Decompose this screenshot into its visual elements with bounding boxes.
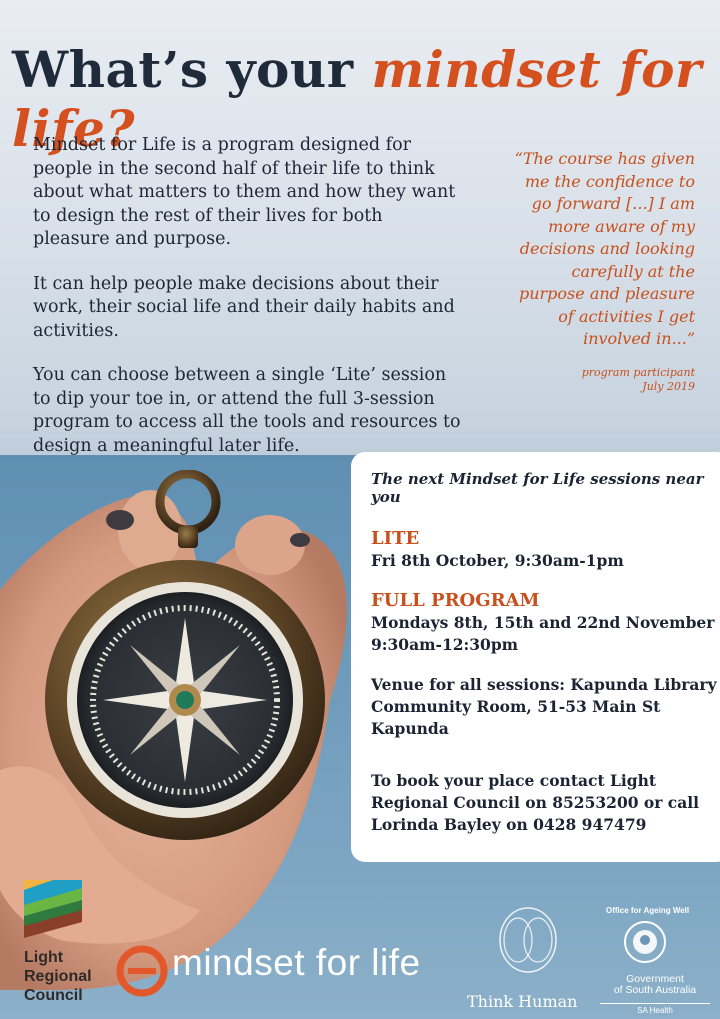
venue-text: Venue for all sessions: Kapunda Library Community Room, 51-53 Main St Kapunda: [371, 675, 717, 738]
mindset-logo-mark: [120, 949, 164, 993]
light-regional-council-logo: [24, 880, 82, 938]
mindset-for-life-logo-text: mindset for life: [172, 942, 421, 983]
quote-credit: [540, 366, 695, 394]
intro-text: [33, 134, 463, 479]
intro-paragraph-3: You can choose between a single ‘Lite’ session to dip your toe in, or attend the full 3-session program to access all the tools and resources to design a meaningful later life.: [33, 365, 461, 456]
lrc-line-3: Council: [24, 987, 83, 1004]
light-regional-council-text: [24, 948, 92, 1005]
intro-paragraph-1: Mindset for Life is a program designed for people in the second half of their life to think about what matters to them and how they want to design the rest of their lives for both pleasure and purpose.: [33, 135, 456, 249]
lrc-line-1: Light: [24, 949, 64, 966]
quote-credit-line-2: July 2019: [642, 380, 695, 393]
title-accent: mindset for life?: [12, 40, 702, 158]
full-program-time: 9:30am-12:30pm: [371, 635, 519, 654]
full-program-label: FULL PROGRAM: [371, 590, 540, 611]
office-for-ageing-well: Office for Ageing Well: [606, 906, 690, 915]
lite-date: Fri 8th October, 9:30am-1pm: [371, 551, 624, 570]
sessions-info-card: [351, 452, 720, 862]
full-program-dates: Mondays 8th, 15th and 22nd November: [371, 613, 715, 632]
sessions-heading: The next Mindset for Life sessions near you: [371, 470, 704, 506]
title-main: What’s your: [12, 40, 372, 99]
lite-label: LITE: [371, 528, 420, 549]
government-sa-text: [600, 974, 710, 996]
think-human-text: Think Human: [467, 992, 578, 1011]
sa-health-text: SA Health: [600, 1003, 710, 1015]
booking-text: To book your place contact Light Regional Council on 85253200 or call Lorinda Bayley on 0428 947479: [371, 771, 700, 834]
lrc-line-2: Regional: [24, 968, 92, 985]
testimonial-quote: “The course has given me the confidence to go forward [...] I am more aware of my decisions and looking carefully at the purpose and pleasure of activities I get involved in...”: [514, 149, 695, 348]
gov-line-2: of South Australia: [613, 984, 697, 996]
think-human-emblem: [500, 908, 556, 972]
sa-government-crest: [625, 922, 665, 962]
intro-paragraph-2: It can help people make decisions about their work, their social life and their daily habits and activities.: [33, 273, 455, 341]
quote-credit-line-1: program participant: [581, 366, 695, 379]
gov-line-1: Government: [626, 973, 684, 985]
